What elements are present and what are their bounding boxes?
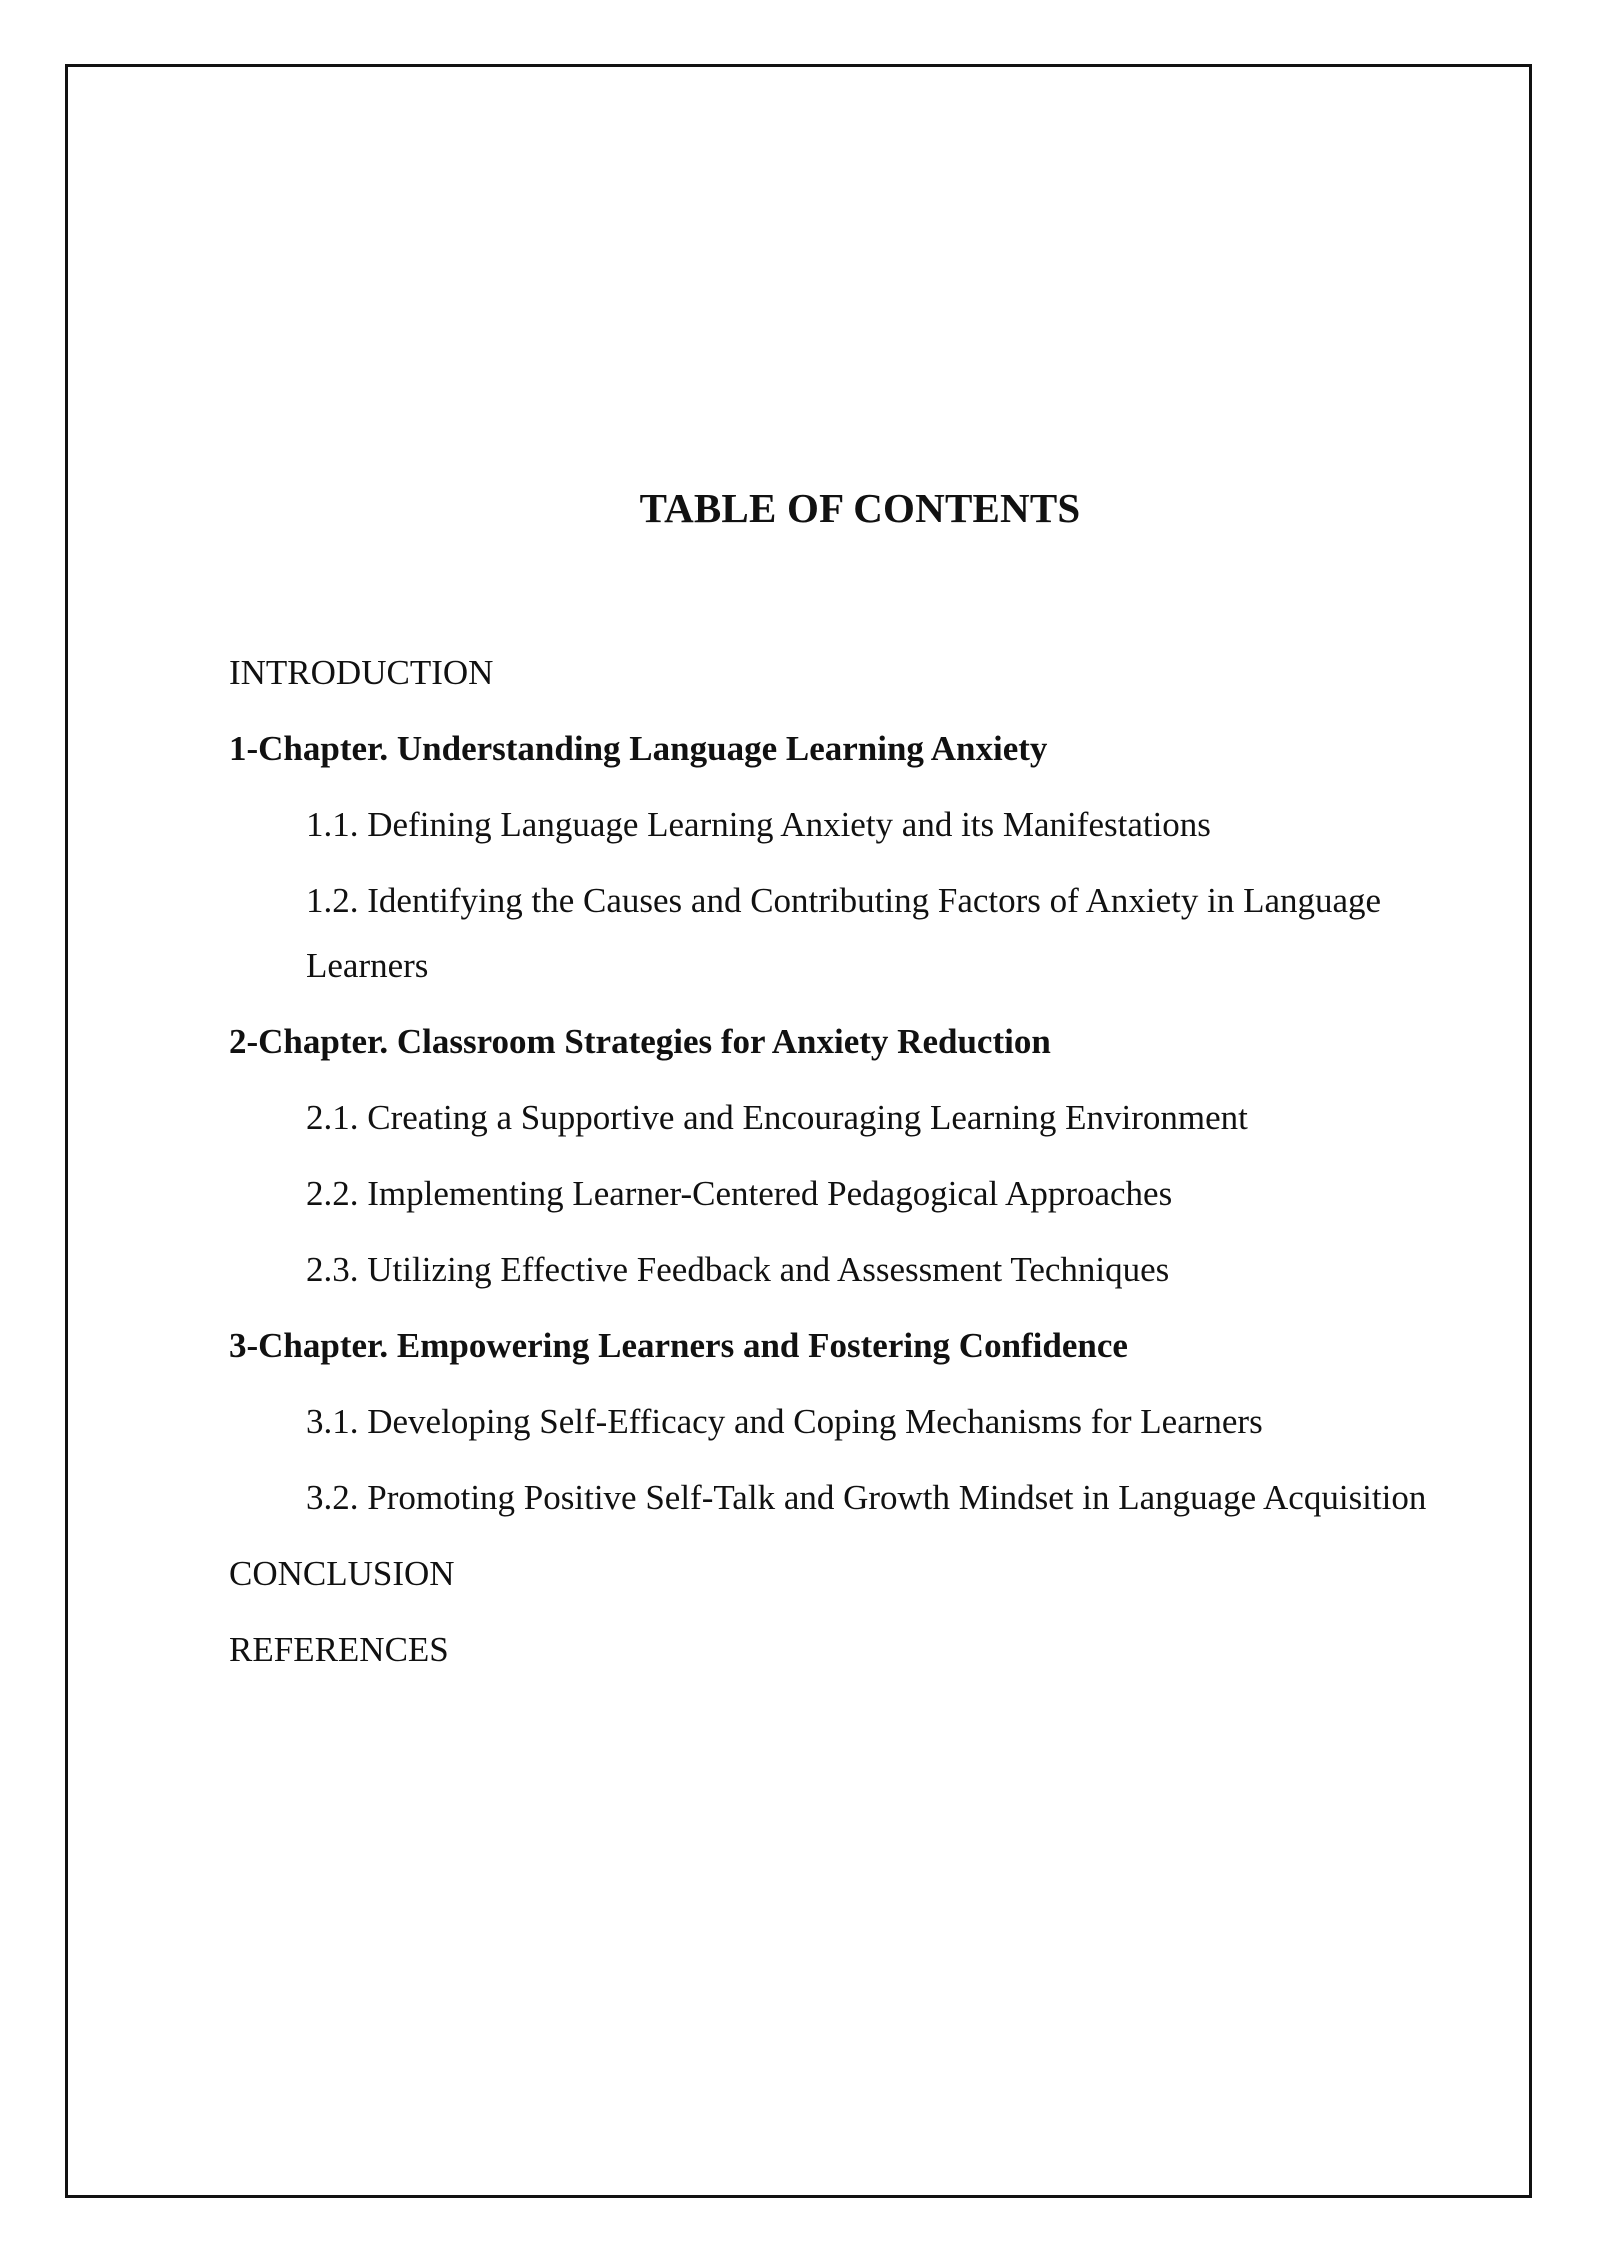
toc-section-1-2[interactable]: 1.2. Identifying the Causes and Contributing Factors of Anxiety in Language Learners — [306, 881, 1382, 985]
page-title: TABLE OF CONTENTS — [639, 485, 1081, 532]
toc-entry-references[interactable]: REFERENCES — [229, 1630, 449, 1669]
toc-section-3-1[interactable]: 3.1. Developing Self-Efficacy and Coping Mechanisms for Learners — [306, 1402, 1263, 1441]
toc-section-2-1[interactable]: 2.1. Creating a Supportive and Encouraging Learning Environment — [306, 1098, 1248, 1137]
toc-chapter-3[interactable]: 3-Chapter. Empowering Learners and Fostering Confidence — [229, 1326, 1128, 1365]
toc-entry-conclusion[interactable]: CONCLUSION — [229, 1554, 455, 1593]
toc-section-2-3[interactable]: 2.3. Utilizing Effective Feedback and Assessment Techniques — [306, 1250, 1170, 1289]
toc-section-2-2[interactable]: 2.2. Implementing Learner-Centered Pedagogical Approaches — [306, 1174, 1173, 1213]
toc-entry-introduction[interactable]: INTRODUCTION — [229, 653, 494, 692]
toc-section-3-2[interactable]: 3.2. Promoting Positive Self-Talk and Growth Mindset in Language Acquisition — [306, 1478, 1427, 1517]
toc-chapter-2[interactable]: 2-Chapter. Classroom Strategies for Anxiety Reduction — [229, 1022, 1051, 1061]
toc-list — [229, 640, 1489, 1693]
toc-chapter-1[interactable]: 1-Chapter. Understanding Language Learning Anxiety — [229, 729, 1048, 768]
toc-section-1-1[interactable]: 1.1. Defining Language Learning Anxiety and its Manifestations — [306, 805, 1211, 844]
